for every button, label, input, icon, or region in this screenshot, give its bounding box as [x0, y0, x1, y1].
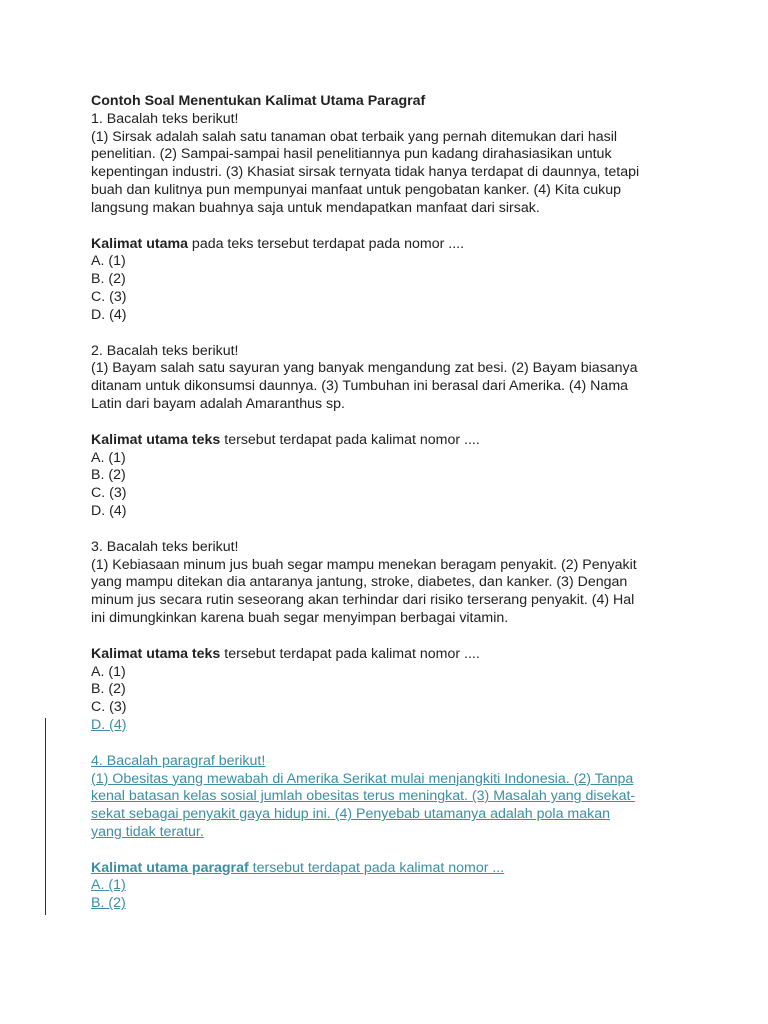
option-a: A. (1) [91, 663, 126, 680]
question-prompt [91, 236, 691, 254]
option-c: C. (3) [91, 485, 127, 502]
question-heading-link[interactable]: 4. Bacalah paragraf berikut! [91, 752, 266, 769]
document-body [91, 93, 691, 913]
paragraph-link-line[interactable]: sekat sebagai penyakit gaya hidup ini. (4) Penyebab utamanya adalah pola makan [91, 806, 610, 823]
paragraph-line: (1) Bayam salah satu sayuran yang banyak mengandung zat besi. (2) Bayam biasanya [91, 360, 638, 377]
question-text: tersebut terdapat pada kalimat nomor .... [220, 645, 480, 662]
paragraph-line: (1) Sirsak adalah salah satu tanaman obat terbaik yang pernah ditemukan dari hasil [91, 128, 618, 145]
paragraph-line: buah dan kulitnya pun mempunyai manfaat untuk pengobatan kanker. (4) Kita cukup [91, 181, 622, 198]
option-c: C. (3) [91, 288, 127, 305]
paragraph-link-line[interactable]: (1) Obesitas yang mewabah di Amerika Serikat mulai menjangkiti Indonesia. (2) Tanpa [91, 770, 634, 787]
paragraph-line: kepentingan industri. (3) Khasiat sirsak ternyata tidak hanya terdapat di daunnya, tetapi [91, 164, 640, 181]
paragraph-line: yang mampu ditekan dia antaranya jantung, stroke, diabetes, dan kanker. (3) Dengan [91, 574, 628, 591]
option-c: C. (3) [91, 699, 127, 716]
paragraph-link-line[interactable]: yang tidak teratur. [91, 823, 204, 840]
paragraph-line: (1) Kebiasaan minum jus buah segar mampu menekan beragam penyakit. (2) Penyakit [91, 556, 637, 573]
option-b: B. (2) [91, 271, 126, 288]
question-keyword: Kalimat utama [91, 235, 188, 252]
question-heading: 3. Bacalah teks berikut! [91, 538, 239, 555]
question-heading: 2. Bacalah teks berikut! [91, 342, 239, 359]
question-text: pada teks tersebut terdapat pada nomor .... [187, 235, 465, 252]
option-b-link[interactable]: B. (2) [91, 895, 126, 912]
option-d: D. (4) [91, 306, 127, 323]
paragraph-line: Latin dari bayam adalah Amaranthus sp. [91, 395, 345, 412]
question-text: tersebut terdapat pada kalimat nomor .... [220, 431, 480, 448]
option-a: A. (1) [91, 449, 126, 466]
page-title: Contoh Soal Menentukan Kalimat Utama Paragraf [91, 93, 426, 109]
paragraph-line: minum jus secara rutin seseorang akan terhindar dari risiko terserang penyakit. (4) Hal [91, 592, 635, 609]
option-b: B. (2) [91, 681, 126, 698]
question-prompt [91, 646, 691, 664]
left-margin-line [45, 718, 46, 915]
paragraph-line: ditanam untuk dikonsumsi daunnya. (3) Tumbuhan ini berasal dari Amerika. (4) Nama [91, 378, 629, 395]
question-keyword: Kalimat utama teks [91, 645, 221, 662]
option-a: A. (1) [91, 253, 126, 270]
option-d: D. (4) [91, 502, 127, 519]
option-b: B. (2) [91, 467, 126, 484]
question-prompt [91, 432, 691, 450]
question-keyword: Kalimat utama paragraf [91, 859, 249, 876]
question-2 [91, 343, 691, 521]
question-3 [91, 539, 691, 735]
option-a-link[interactable]: A. (1) [91, 877, 126, 894]
question-4 [91, 753, 691, 913]
question-1 [91, 111, 691, 325]
paragraph-link-line[interactable]: kenal batasan kelas sosial jumlah obesitas terus meningkat. (3) Masalah yang disekat- [91, 788, 636, 805]
option-d-link[interactable]: D. (4) [91, 716, 127, 733]
question-keyword: Kalimat utama teks [91, 431, 221, 448]
paragraph-line: penelitian. (2) Sampai-sampai hasil penelitiannya pun kadang dirahasiasikan untuk [91, 146, 612, 163]
paragraph-line: langsung makan buahnya saja untuk mendapatkan manfaat dari sirsak. [91, 199, 540, 216]
paragraph-line: ini dimungkinkan karena buah segar menyimpan berbagai vitamin. [91, 609, 509, 626]
question-heading: 1. Bacalah teks berikut! [91, 110, 239, 127]
question-text: tersebut terdapat pada kalimat nomor ... [248, 859, 505, 876]
question-prompt-link[interactable] [91, 860, 691, 878]
